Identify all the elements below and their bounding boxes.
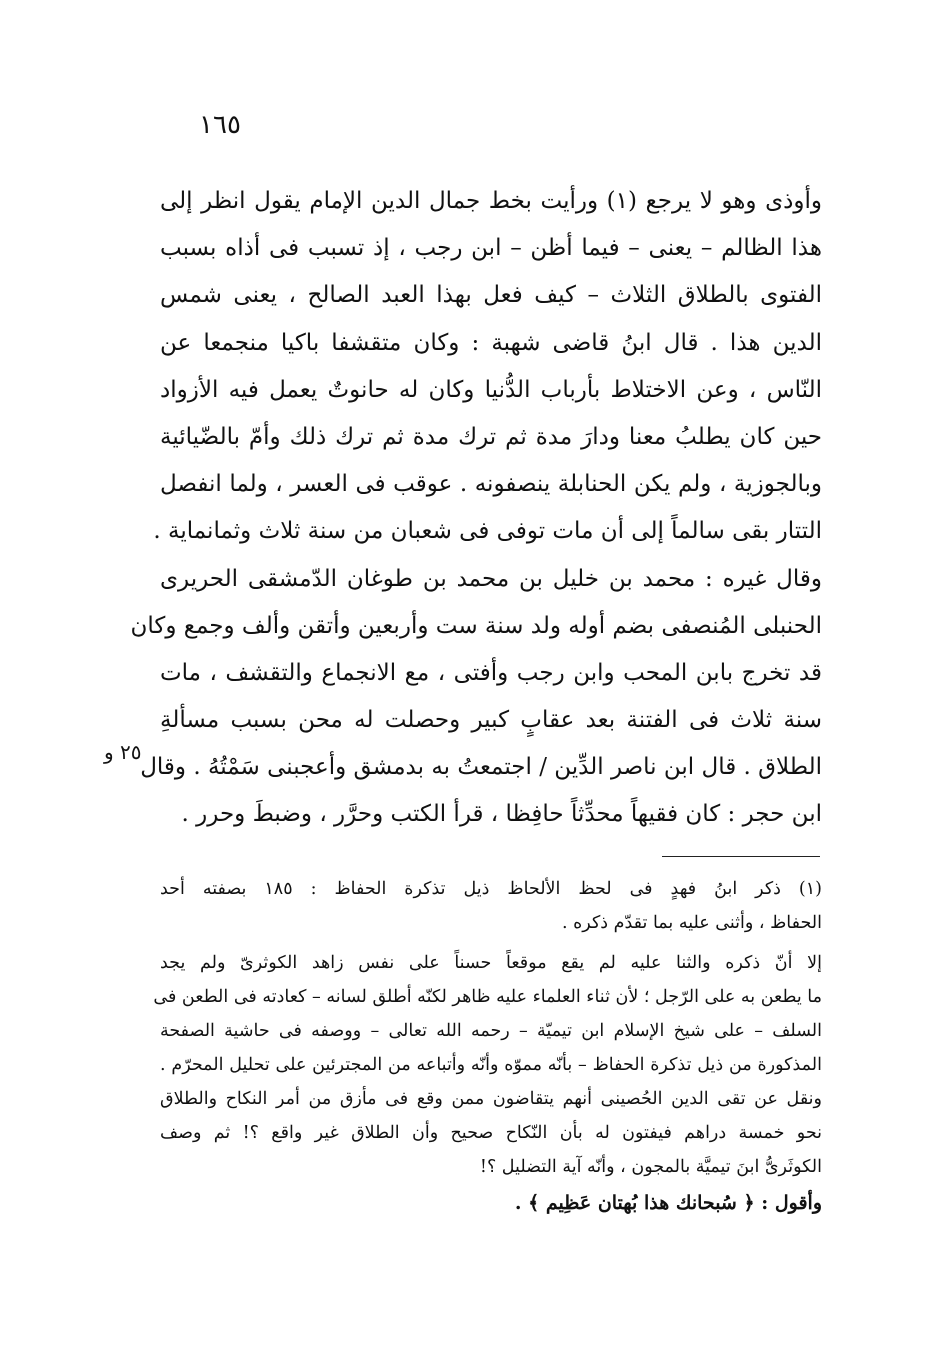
text-line: النّاس ، وعن الاختلاط بأرباب الدُّنيا وكان له حانوتٌ يعمل فيه الأزواد [160, 376, 822, 403]
text-line: ابن حجر : كان فقيهاً محدِّثاً حافِظا ، قرأ الكتب وحرَّر ، وضبطَ وحرر . [181, 801, 822, 828]
page-number: ١٦٥ [199, 110, 241, 140]
text-line: الحنبلى المُنصفى بضم أوله ولد سنة ست وأربعين وأتقن وألف وجمع وكان [130, 612, 822, 639]
text-line: وبالجوزية ، ولم يكن الحنابلة ينصفونه . عوقب فى العسر ، ولما انفصل [160, 471, 822, 498]
text-line: حين كان يطلبُ معنا ودارَ مدة ثم ترك مدة ثم ترك ذلك وأمّ بالضّيائية [160, 423, 822, 450]
text-line: الفتوى بالطلاق الثلاث – كيف فعل بهذا العبد الصالح ، يعنى شمس [160, 282, 822, 309]
footnote-line: المذكورة من ذيل تذكرة الحفاظ – بأنّه مموّه وأنّه وأتباعه من المجترئين على تحليل المحرّم . [160, 1055, 822, 1075]
footnote-divider [662, 856, 820, 857]
footnote-quote-line: وأقول : ﴿ سُبحانك هذا بُهتان عَظِيم ﴾ . [514, 1192, 822, 1214]
footnote-line: السلف – على شيخ الإسلام ابن تيميّة – رحمه الله تعالى – ووصفه فى حاشية الصفحة [160, 1021, 822, 1041]
footnote-line: الكوثَرىُّ ابنَ تيميَّة بالمجون ، وأنّه آية التضليل ؟! [479, 1157, 822, 1177]
footnote-line: الحفاظ ، وأثنى عليه بما تقدّم ذكره . [562, 913, 822, 933]
text-line: قد تخرج بابن المحب وابن رجب وأفتى ، مع الانجماع والتقشف ، مات [160, 659, 822, 686]
main-text-block [130, 178, 822, 839]
text-line: هذا الظالم – يعنى – فيما أظن – ابن رجب ، إذ تسبب فى أذاه بسبب [160, 235, 822, 262]
margin-folio-note: ٢٥ و [104, 740, 142, 764]
footnote-line: نحو خمسة دراهم فيفتون له بأن النّكاح صحيح وأن الطلاق غير واقع ؟! ثم وصف [160, 1123, 822, 1143]
footnote-line: (١) ذكر ابنُ فهدٍ فى لحظ الألحاظ ذيل تذكرة الحفاظ : ١٨٥ بصفته أحد [160, 879, 822, 899]
footnote-line: إلا أنّ ذكره والثنا عليه لم يقع موقعاً حسناً على نفس زاهد الكوثرىّ ولم يجد [160, 953, 822, 973]
text-line: التتار بقى سالماً إلى أن مات توفى فى شعبان من سنة ثلاث وثمانماية . [153, 518, 822, 545]
text-line: وقال غيره : محمد بن خليل بن محمد بن طوغان الدّمشقى الحريرى [160, 565, 822, 592]
text-line: الطلاق . قال ابن ناصر الدِّين / اجتمعتُ به بدمشق وأعجبنى سَمْتُهُ . وقال [140, 754, 822, 781]
footnote-line: ونقل عن تقى الدين الحُصينى أنهم يتقاضون ممن وقع فى مأزق من أمر النكاح والطلاق [160, 1089, 822, 1109]
footnotes-block [153, 872, 822, 1222]
footnote-line: ما يطعن به على الرّجل ؛ لأن ثناء العلماء عليه ظاهر لكنّه أطلق لسانه – كعادته فى الطعن فى [153, 987, 822, 1007]
text-line: سنة ثلاث فى الفتنة بعد عقابٍ كبير وحصلت له محن بسبب مسألةِ [160, 707, 822, 734]
text-line: الدين هذا . قال ابنُ قاضى شهبة : وكان متقشفا باكيا منجمعا عن [160, 329, 822, 356]
text-line: وأوذى وهو لا يرجع (١) ورأيت بخط جمال الدين الإمام يقول انظر إلى [160, 188, 822, 214]
